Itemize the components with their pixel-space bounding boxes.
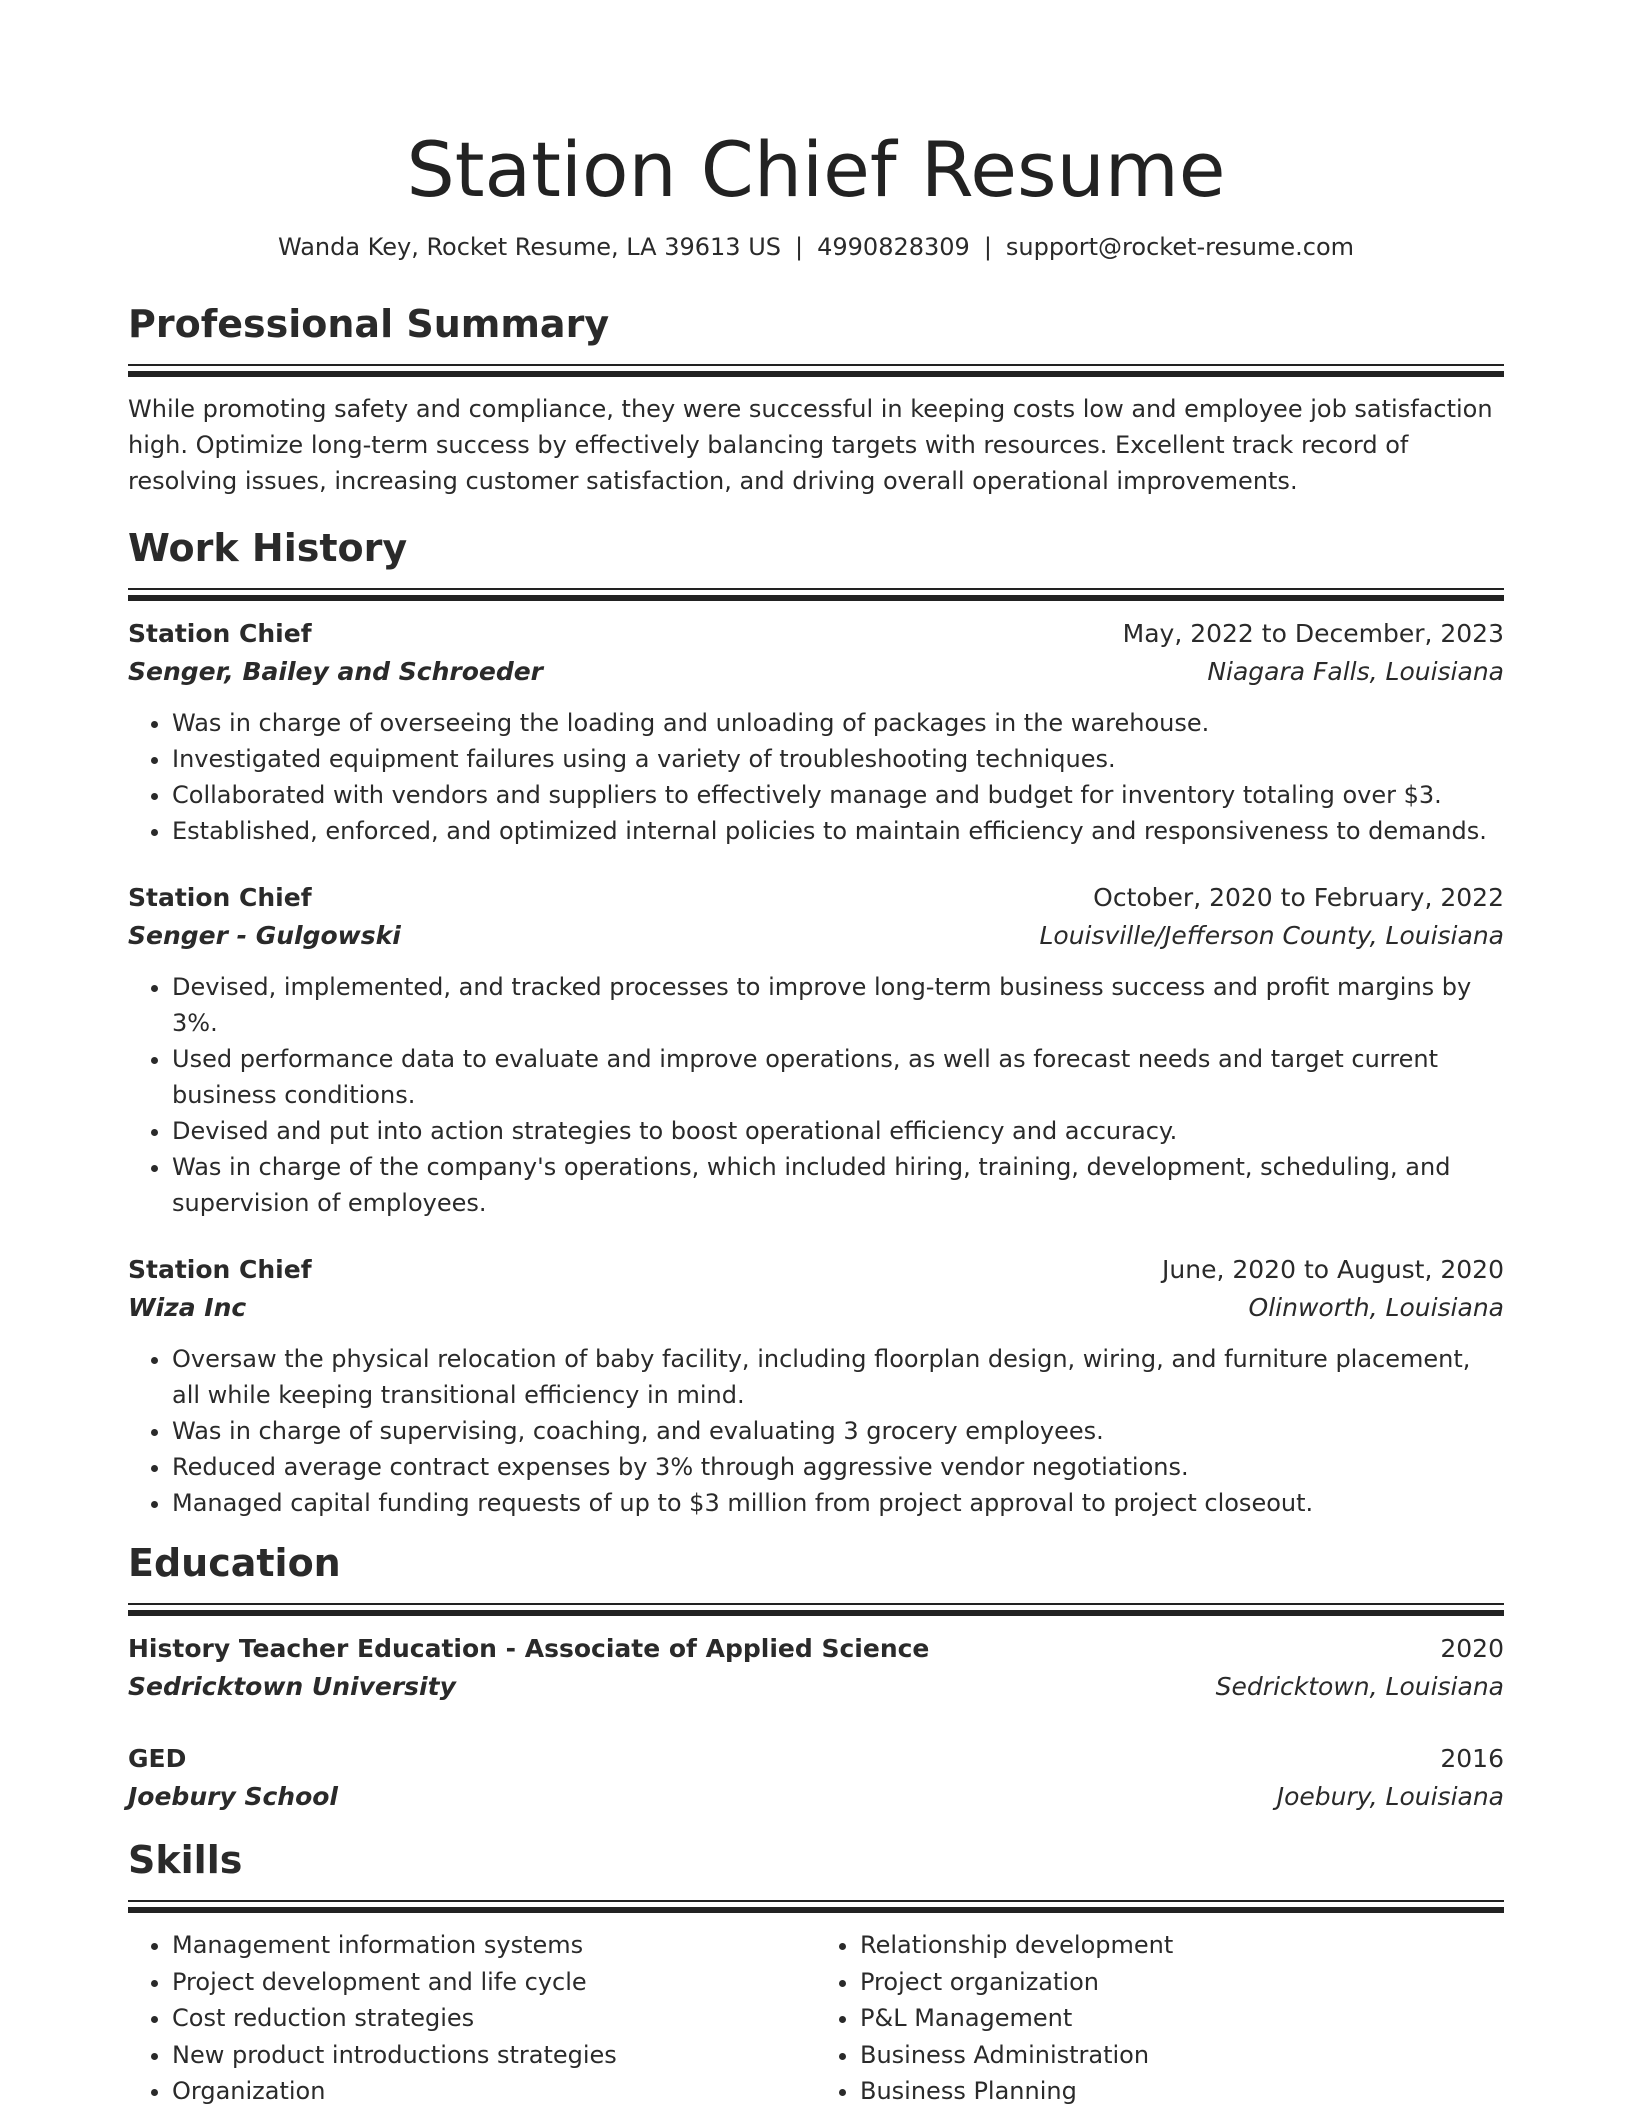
section-heading: Education bbox=[128, 1541, 341, 1585]
list-item: • Was in charge of the company's operations, which included hiring, training, development, scheduling, and supervision of employees. bbox=[172, 1149, 1504, 1221]
job-bullets bbox=[128, 969, 1504, 1221]
list-item: • Organization bbox=[172, 2073, 816, 2110]
job-company: Senger, Bailey and Schroeder bbox=[128, 657, 544, 686]
section-divider bbox=[128, 588, 1504, 601]
skills-section bbox=[128, 1836, 1504, 2110]
summary-section bbox=[128, 300, 1504, 499]
page-title: Station Chief Resume bbox=[406, 125, 1226, 214]
list-item: • Oversaw the physical relocation of baby facility, including floorplan design, wiring, and furniture placement, all while keeping transitional efficiency in mind. bbox=[172, 1341, 1504, 1413]
contact-phone: 4990828309 bbox=[817, 233, 970, 261]
contact-line bbox=[128, 230, 1504, 264]
job-location: Niagara Falls, Louisiana bbox=[1207, 657, 1504, 686]
resume-page bbox=[128, 0, 1504, 2110]
list-item: • Management information systems bbox=[172, 1927, 816, 1964]
degree-title: History Teacher Education - Associate of Applied Science bbox=[128, 1634, 930, 1663]
education-header bbox=[128, 1740, 1504, 1778]
graduation-year: 2016 bbox=[1440, 1744, 1504, 1773]
list-item: • New product introductions strategies bbox=[172, 2037, 816, 2074]
list-item: • Devised, implemented, and tracked processes to improve long-term business success and profit margins by 3%. bbox=[172, 969, 1504, 1041]
education-section bbox=[128, 1539, 1504, 1816]
skills-columns bbox=[128, 1927, 1504, 2110]
job-location: Olinworth, Louisiana bbox=[1248, 1293, 1504, 1322]
list-item: • Project organization bbox=[860, 1964, 1504, 2001]
section-divider bbox=[128, 364, 1504, 377]
list-item: • Business Planning bbox=[860, 2073, 1504, 2110]
section-divider bbox=[128, 1900, 1504, 1913]
skills-list-right bbox=[816, 1927, 1504, 2110]
list-item: • Business Administration bbox=[860, 2037, 1504, 2074]
summary-text: While promoting safety and compliance, they were successful in keeping costs low and employee job satisfaction high. Optimize long-term success by effectively balancing targets with resources. Excellent track record of resolving issues, increasing customer satisfaction, and driving overall operational improvements. bbox=[128, 395, 1493, 495]
job-entry bbox=[128, 1251, 1504, 1521]
skills-list-left bbox=[128, 1927, 816, 2110]
education-entry bbox=[128, 1740, 1504, 1816]
list-item: • Devised and put into action strategies to boost operational efficiency and accuracy. bbox=[172, 1113, 1504, 1149]
job-header bbox=[128, 879, 1504, 917]
job-title: Station Chief bbox=[128, 619, 312, 648]
education-header bbox=[128, 1630, 1504, 1668]
job-dates: June, 2020 to August, 2020 bbox=[1162, 1255, 1504, 1284]
job-company: Senger - Gulgowski bbox=[128, 921, 401, 950]
list-item: • Managed capital funding requests of up to $3 million from project approval to project closeout. bbox=[172, 1485, 1504, 1521]
school-location: Sedricktown, Louisiana bbox=[1215, 1672, 1504, 1701]
work-history-section bbox=[128, 524, 1504, 1521]
list-item: • Was in charge of overseeing the loading and unloading of packages in the warehouse. bbox=[172, 705, 1504, 741]
job-dates: October, 2020 to February, 2022 bbox=[1093, 883, 1504, 912]
school-location: Joebury, Louisiana bbox=[1276, 1782, 1504, 1811]
section-heading: Skills bbox=[128, 1838, 243, 1882]
list-item: • Collaborated with vendors and suppliers to effectively manage and budget for inventory totaling over $3. bbox=[172, 777, 1504, 813]
job-dates: May, 2022 to December, 2023 bbox=[1122, 619, 1504, 648]
list-item: • Was in charge of supervising, coaching, and evaluating 3 grocery employees. bbox=[172, 1413, 1504, 1449]
contact-separator: | bbox=[795, 233, 804, 261]
graduation-year: 2020 bbox=[1440, 1634, 1504, 1663]
section-heading: Professional Summary bbox=[128, 302, 610, 346]
job-subheader bbox=[128, 917, 1504, 955]
list-item: • Project development and life cycle bbox=[172, 1964, 816, 2001]
list-item: • Investigated equipment failures using a variety of troubleshooting techniques. bbox=[172, 741, 1504, 777]
list-item: • Cost reduction strategies bbox=[172, 2000, 816, 2037]
job-entry bbox=[128, 615, 1504, 849]
list-item: • Established, enforced, and optimized internal policies to maintain efficiency and responsiveness to demands. bbox=[172, 813, 1504, 849]
job-location: Louisville/Jefferson County, Louisiana bbox=[1039, 921, 1504, 950]
contact-address: Wanda Key, Rocket Resume, LA 39613 US bbox=[278, 233, 782, 261]
job-header bbox=[128, 615, 1504, 653]
education-entry bbox=[128, 1630, 1504, 1706]
list-item: • Relationship development bbox=[860, 1927, 1504, 1964]
list-item: • P&L Management bbox=[860, 2000, 1504, 2037]
contact-separator: | bbox=[983, 233, 992, 261]
section-divider bbox=[128, 1603, 1504, 1616]
school-name: Sedricktown University bbox=[128, 1672, 456, 1701]
contact-email[interactable]: support@rocket-resume.com bbox=[1005, 233, 1354, 261]
job-header bbox=[128, 1251, 1504, 1289]
education-subheader bbox=[128, 1778, 1504, 1816]
job-entry bbox=[128, 879, 1504, 1221]
education-subheader bbox=[128, 1668, 1504, 1706]
list-item: • Reduced average contract expenses by 3% through aggressive vendor negotiations. bbox=[172, 1449, 1504, 1485]
job-bullets bbox=[128, 1341, 1504, 1521]
job-subheader bbox=[128, 1289, 1504, 1327]
degree-title: GED bbox=[128, 1744, 187, 1773]
job-bullets bbox=[128, 705, 1504, 849]
school-name: Joebury School bbox=[128, 1782, 338, 1811]
job-subheader bbox=[128, 653, 1504, 691]
section-heading: Work History bbox=[128, 526, 408, 570]
job-company: Wiza Inc bbox=[128, 1293, 247, 1322]
job-title: Station Chief bbox=[128, 883, 312, 912]
job-title: Station Chief bbox=[128, 1255, 312, 1284]
list-item: • Used performance data to evaluate and improve operations, as well as forecast needs and target current business conditions. bbox=[172, 1041, 1504, 1113]
